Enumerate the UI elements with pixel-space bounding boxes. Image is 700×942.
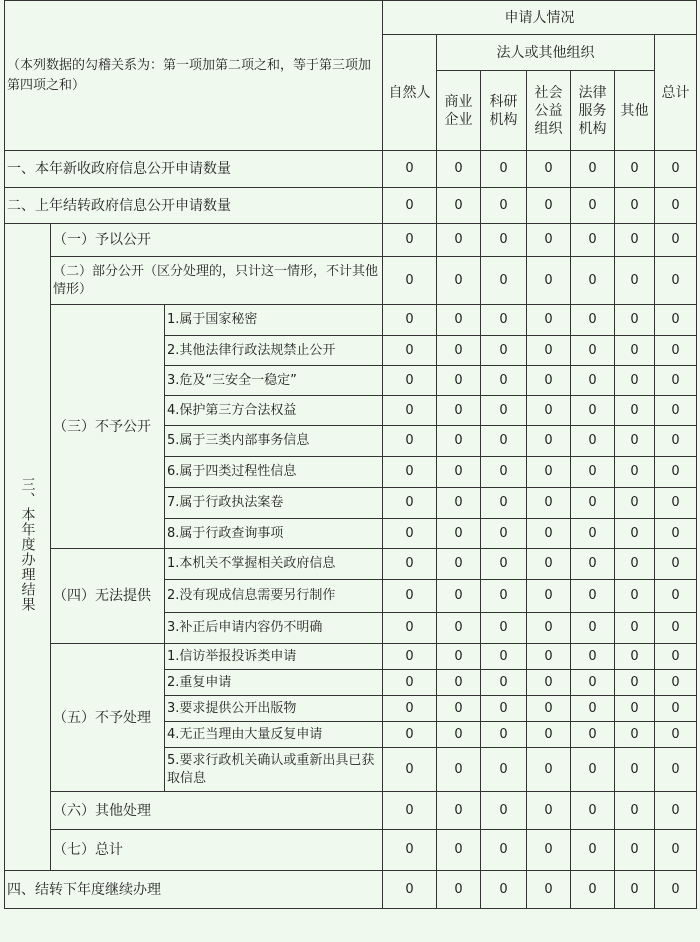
row-label: （二）部分公开（区分处理的，只计这一情形，不计其他情形） [51, 257, 383, 305]
value-cell: 0 [481, 426, 527, 457]
table-row [5, 871, 697, 909]
value-cell: 0 [655, 670, 697, 696]
value-cell: 0 [437, 426, 481, 457]
value-cell: 0 [615, 151, 655, 188]
other-header: 其他 [615, 71, 655, 151]
item-label: 8.属于行政查询事项 [165, 519, 383, 549]
value-cell: 0 [481, 792, 527, 830]
item-label: 5.属于三类内部事务信息 [165, 426, 383, 457]
value-cell: 0 [615, 748, 655, 792]
value-cell: 0 [437, 151, 481, 188]
item-label: 3.补正后申请内容仍不明确 [165, 613, 383, 644]
value-cell: 0 [615, 696, 655, 722]
value-cell: 0 [481, 488, 527, 519]
value-cell: 0 [481, 580, 527, 613]
value-cell: 0 [655, 644, 697, 670]
value-cell: 0 [615, 871, 655, 909]
value-cell: 0 [615, 224, 655, 257]
value-cell: 0 [615, 580, 655, 613]
item-label: 4.无正当理由大量反复申请 [165, 722, 383, 748]
value-cell: 0 [655, 336, 697, 366]
value-cell: 0 [383, 613, 437, 644]
value-cell: 0 [481, 457, 527, 488]
table-row [5, 188, 697, 224]
value-cell: 0 [571, 644, 615, 670]
table-row [5, 257, 697, 305]
value-cell: 0 [655, 748, 697, 792]
group-label: （五）不予处理 [51, 644, 165, 792]
value-cell: 0 [527, 366, 571, 396]
row-label: 四、结转下年度继续办理 [5, 871, 383, 909]
value-cell: 0 [383, 457, 437, 488]
value-cell: 0 [571, 224, 615, 257]
item-label: 6.属于四类过程性信息 [165, 457, 383, 488]
value-cell: 0 [437, 613, 481, 644]
value-cell: 0 [383, 519, 437, 549]
row-label: （七）总计 [51, 830, 383, 871]
value-cell: 0 [437, 871, 481, 909]
value-cell: 0 [615, 722, 655, 748]
value-cell: 0 [615, 366, 655, 396]
value-cell: 0 [571, 336, 615, 366]
item-label: 2.没有现成信息需要另行制作 [165, 580, 383, 613]
value-cell: 0 [437, 580, 481, 613]
value-cell: 0 [383, 871, 437, 909]
value-cell: 0 [655, 366, 697, 396]
value-cell: 0 [481, 151, 527, 188]
table-row [5, 792, 697, 830]
value-cell: 0 [615, 396, 655, 426]
value-cell: 0 [437, 305, 481, 336]
value-cell: 0 [571, 580, 615, 613]
value-cell: 0 [437, 257, 481, 305]
value-cell: 0 [437, 488, 481, 519]
value-cell: 0 [571, 792, 615, 830]
value-cell: 0 [527, 305, 571, 336]
value-cell: 0 [615, 336, 655, 366]
value-cell: 0 [571, 748, 615, 792]
value-cell: 0 [655, 305, 697, 336]
value-cell: 0 [527, 426, 571, 457]
value-cell: 0 [571, 519, 615, 549]
value-cell: 0 [437, 644, 481, 670]
value-cell: 0 [527, 188, 571, 224]
item-label: 7.属于行政执法案卷 [165, 488, 383, 519]
value-cell: 0 [437, 722, 481, 748]
value-cell: 0 [615, 305, 655, 336]
value-cell: 0 [437, 549, 481, 580]
value-cell: 0 [481, 396, 527, 426]
value-cell: 0 [571, 830, 615, 871]
value-cell: 0 [527, 696, 571, 722]
table-row [5, 644, 697, 670]
value-cell: 0 [655, 613, 697, 644]
value-cell: 0 [527, 580, 571, 613]
value-cell: 0 [527, 792, 571, 830]
value-cell: 0 [571, 488, 615, 519]
value-cell: 0 [527, 871, 571, 909]
item-label: 3.要求提供公开出版物 [165, 696, 383, 722]
table-row [5, 151, 697, 188]
group-label: （四）无法提供 [51, 549, 165, 644]
value-cell: 0 [437, 366, 481, 396]
column-note: （本列数据的勾稽关系为：第一项加第二项之和，等于第三项加第四项之和） [5, 1, 383, 151]
value-cell: 0 [383, 696, 437, 722]
value-cell: 0 [383, 670, 437, 696]
value-cell: 0 [481, 224, 527, 257]
value-cell: 0 [655, 722, 697, 748]
value-cell: 0 [527, 151, 571, 188]
value-cell: 0 [481, 257, 527, 305]
value-cell: 0 [527, 396, 571, 426]
value-cell: 0 [437, 224, 481, 257]
commercial-header: 商业企业 [437, 71, 481, 151]
value-cell: 0 [571, 151, 615, 188]
value-cell: 0 [655, 871, 697, 909]
value-cell: 0 [383, 830, 437, 871]
value-cell: 0 [655, 188, 697, 224]
value-cell: 0 [571, 457, 615, 488]
value-cell: 0 [383, 549, 437, 580]
value-cell: 0 [481, 366, 527, 396]
value-cell: 0 [527, 224, 571, 257]
group-label: （三）不予公开 [51, 305, 165, 549]
value-cell: 0 [615, 188, 655, 224]
value-cell: 0 [527, 830, 571, 871]
item-label: 1.本机关不掌握相关政府信息 [165, 549, 383, 580]
item-label: 5.要求行政机关确认或重新出具已获取信息 [165, 748, 383, 792]
item-label: 2.重复申请 [165, 670, 383, 696]
value-cell: 0 [383, 224, 437, 257]
legal-service-header: 法律服务机构 [571, 71, 615, 151]
value-cell: 0 [615, 457, 655, 488]
value-cell: 0 [437, 188, 481, 224]
value-cell: 0 [437, 696, 481, 722]
value-cell: 0 [571, 188, 615, 224]
value-cell: 0 [655, 519, 697, 549]
value-cell: 0 [527, 336, 571, 366]
value-cell: 0 [655, 257, 697, 305]
item-label: 4.保护第三方合法权益 [165, 396, 383, 426]
value-cell: 0 [481, 644, 527, 670]
value-cell: 0 [383, 488, 437, 519]
value-cell: 0 [571, 871, 615, 909]
value-cell: 0 [383, 426, 437, 457]
value-cell: 0 [527, 549, 571, 580]
value-cell: 0 [615, 613, 655, 644]
value-cell: 0 [383, 257, 437, 305]
social-header: 社会公益组织 [527, 71, 571, 151]
value-cell: 0 [655, 488, 697, 519]
row-label: （一）予以公开 [51, 224, 383, 257]
value-cell: 0 [383, 336, 437, 366]
value-cell: 0 [615, 488, 655, 519]
value-cell: 0 [481, 305, 527, 336]
row-label: 一、本年新收政府信息公开申请数量 [5, 151, 383, 188]
value-cell: 0 [527, 457, 571, 488]
value-cell: 0 [655, 792, 697, 830]
value-cell: 0 [481, 830, 527, 871]
value-cell: 0 [615, 549, 655, 580]
value-cell: 0 [655, 151, 697, 188]
value-cell: 0 [655, 426, 697, 457]
value-cell: 0 [481, 748, 527, 792]
value-cell: 0 [655, 396, 697, 426]
value-cell: 0 [383, 580, 437, 613]
value-cell: 0 [527, 722, 571, 748]
value-cell: 0 [383, 748, 437, 792]
value-cell: 0 [615, 792, 655, 830]
value-cell: 0 [571, 366, 615, 396]
value-cell: 0 [655, 830, 697, 871]
value-cell: 0 [481, 722, 527, 748]
value-cell: 0 [481, 188, 527, 224]
value-cell: 0 [527, 257, 571, 305]
value-cell: 0 [571, 670, 615, 696]
value-cell: 0 [383, 366, 437, 396]
natural-person-header: 自然人 [383, 35, 437, 151]
item-label: 3.危及“三安全一稳定” [165, 366, 383, 396]
item-label: 1.信访举报投诉类申请 [165, 644, 383, 670]
value-cell: 0 [615, 519, 655, 549]
value-cell: 0 [383, 792, 437, 830]
value-cell: 0 [615, 670, 655, 696]
value-cell: 0 [571, 396, 615, 426]
value-cell: 0 [655, 224, 697, 257]
value-cell: 0 [383, 151, 437, 188]
applicant-header: 申请人情况 [383, 1, 697, 35]
value-cell: 0 [571, 305, 615, 336]
value-cell: 0 [437, 457, 481, 488]
value-cell: 0 [527, 644, 571, 670]
value-cell: 0 [437, 519, 481, 549]
value-cell: 0 [571, 613, 615, 644]
gov-info-disclosure-table [4, 0, 697, 909]
value-cell: 0 [615, 830, 655, 871]
value-cell: 0 [571, 426, 615, 457]
value-cell: 0 [481, 519, 527, 549]
value-cell: 0 [655, 549, 697, 580]
value-cell: 0 [655, 457, 697, 488]
table-row [5, 549, 697, 580]
value-cell: 0 [527, 613, 571, 644]
value-cell: 0 [527, 488, 571, 519]
value-cell: 0 [615, 426, 655, 457]
value-cell: 0 [615, 644, 655, 670]
value-cell: 0 [383, 722, 437, 748]
value-cell: 0 [571, 257, 615, 305]
value-cell: 0 [437, 830, 481, 871]
value-cell: 0 [437, 336, 481, 366]
value-cell: 0 [527, 670, 571, 696]
table-row [5, 305, 697, 336]
row-label: 二、上年结转政府信息公开申请数量 [5, 188, 383, 224]
value-cell: 0 [481, 696, 527, 722]
value-cell: 0 [571, 549, 615, 580]
item-label: 2.其他法律行政法规禁止公开 [165, 336, 383, 366]
value-cell: 0 [655, 580, 697, 613]
value-cell: 0 [437, 748, 481, 792]
value-cell: 0 [527, 748, 571, 792]
value-cell: 0 [481, 871, 527, 909]
value-cell: 0 [383, 644, 437, 670]
value-cell: 0 [571, 696, 615, 722]
value-cell: 0 [481, 549, 527, 580]
research-header: 科研机构 [481, 71, 527, 151]
value-cell: 0 [437, 396, 481, 426]
value-cell: 0 [437, 670, 481, 696]
value-cell: 0 [481, 336, 527, 366]
value-cell: 0 [383, 188, 437, 224]
legal-org-header: 法人或其他组织 [437, 35, 655, 71]
row-label: （六）其他处理 [51, 792, 383, 830]
value-cell: 0 [655, 696, 697, 722]
value-cell: 0 [383, 396, 437, 426]
item-label: 1.属于国家秘密 [165, 305, 383, 336]
value-cell: 0 [615, 257, 655, 305]
value-cell: 0 [527, 519, 571, 549]
value-cell: 0 [571, 722, 615, 748]
value-cell: 0 [383, 305, 437, 336]
total-header: 总计 [655, 35, 697, 151]
section3-label: 三、本年度办理结果 [5, 224, 51, 871]
value-cell: 0 [481, 613, 527, 644]
table-row [5, 830, 697, 871]
value-cell: 0 [481, 670, 527, 696]
table-row [5, 224, 697, 257]
value-cell: 0 [437, 792, 481, 830]
